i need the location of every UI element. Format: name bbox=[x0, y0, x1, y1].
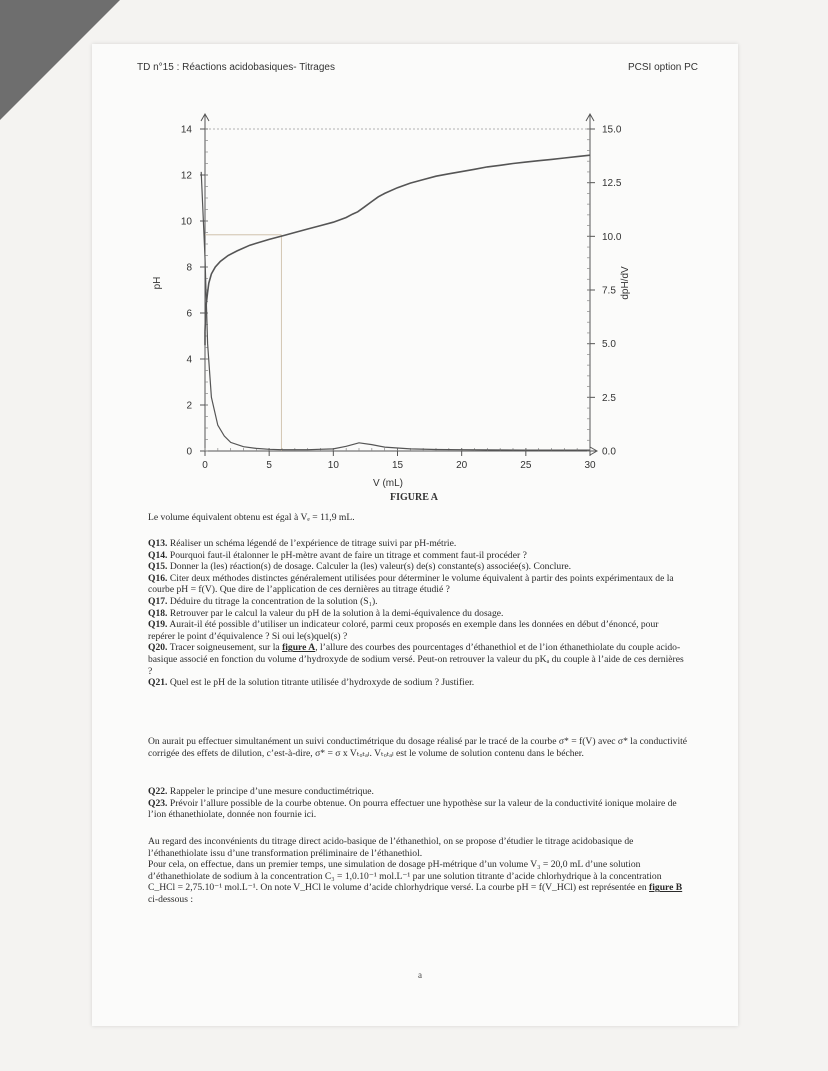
y2-tick-label: 5.0 bbox=[602, 339, 616, 351]
y2-axis-label: dpH/dV bbox=[620, 266, 631, 300]
question-q23: Q23. Prévoir l’allure possible de la courbe obtenue. On pourra effectuer une hypothèse sur la valeur de la conductivité ionique molaire de l’ion éthanethiolate, donnée non fournie ici. bbox=[148, 797, 677, 821]
y2-tick-label: 0.0 bbox=[602, 446, 616, 458]
y2-tick-label: 2.5 bbox=[602, 392, 616, 404]
y2-tick-label: 12.5 bbox=[602, 178, 622, 190]
paragraph-final-1: Au regard des inconvénients du titrage direct acido-basique de l’éthanethiol, on se propose d’étudier le titrage acidobasique de l’éthanethiolate issu d’une transformation préliminaire de l’éthanethiol. bbox=[148, 836, 634, 859]
intro-line: Le volume équivalent obtenu est égal à Vₑ = 11,9 mL. bbox=[148, 512, 355, 523]
paragraph-final bbox=[148, 836, 688, 906]
questions-block-2 bbox=[148, 786, 688, 821]
y2-tick-label: 10.0 bbox=[602, 231, 622, 243]
question-q20: Q20. Tracer soigneusement, sur la figure A, l’allure des courbes des pourcentages d’éthanethiol et de l’ion éthanethiolate du couple acido-basique associé en fonction du volume d’hydroxyde de sodium versé. Peut-on retrouver la valeur du pKₐ du couple à l’aide de ces dernières ? bbox=[148, 642, 684, 677]
question-q17: Q17. Déduire du titrage la concentration de la solution (S₁). bbox=[148, 595, 378, 607]
chart-series bbox=[201, 155, 590, 451]
y-axis-label: pH bbox=[152, 276, 163, 290]
y-tick-label: 14 bbox=[180, 124, 192, 136]
y-tick-label: 8 bbox=[186, 262, 192, 274]
y-tick-label: 6 bbox=[186, 308, 192, 320]
y2-tick-label: 7.5 bbox=[602, 285, 616, 297]
question-q16: Q16. Citer deux méthodes distinctes généralement utilisées pour déterminer le volume équivalent à partir des points expérimentaux de la courbe pH = f(V). Que dire de l’application de ces dernières au titrage étudié ? bbox=[148, 572, 674, 596]
paragraph-conductimetry: On aurait pu effectuer simultanément un suivi conductimétrique du dosage réalisé par le tracé de la courbe σ* = f(V) avec σ* la conductivité corrigée des effets de dilution, c’est-à-dire, σ* = σ x Vₜₒₜₐₗ. Vₜₒₜₐₗ est le volume de solution contenu dans le bécher. bbox=[148, 736, 688, 759]
x-tick-label: 20 bbox=[456, 460, 468, 471]
figure-a-link[interactable]: figure A bbox=[282, 642, 316, 654]
y-tick-label: 12 bbox=[180, 170, 192, 182]
question-q13: Q13. Réaliser un schéma légendé de l’expérience de titrage suivi par pH-métrie. bbox=[148, 538, 457, 549]
question-q22: Q22. Rappeler le principe d’une mesure conductimétrique. bbox=[148, 786, 374, 797]
y-tick-label: 4 bbox=[186, 354, 192, 366]
question-q21: Q21. Quel est le pH de la solution titrante utilisée d’hydroxyde de sodium ? Justifier. bbox=[148, 677, 475, 689]
figure-b-link[interactable]: figure B bbox=[649, 882, 683, 894]
chart-ticks bbox=[181, 125, 622, 472]
question-q18: Q18. Retrouver par le calcul la valeur du pH de la solution à la demi-équivalence du dosage. bbox=[148, 607, 504, 619]
header-left: TD n°15 : Réactions acidobasiques- Titrages bbox=[137, 62, 335, 73]
titration-chart bbox=[0, 0, 828, 500]
x-tick-label: 15 bbox=[391, 460, 404, 471]
y-tick-label: 10 bbox=[180, 216, 192, 228]
x-tick-label: 30 bbox=[584, 460, 596, 471]
header-right: PCSI option PC bbox=[627, 62, 698, 73]
y-tick-label: 2 bbox=[186, 400, 192, 412]
x-tick-label: 25 bbox=[520, 460, 532, 471]
question-q15: Q15. Donner la (les) réaction(s) de dosage. Calculer la (les) valeur(s) de(s) constante(s) associée(s). Conclure. bbox=[148, 561, 572, 573]
x-axis-label: V (mL) bbox=[373, 478, 403, 489]
x-tick-label: 5 bbox=[266, 460, 272, 471]
questions-block bbox=[148, 538, 688, 689]
question-q19: Q19. Aurait-il été possible d’utiliser un indicateur coloré, parmi ceux proposés en exemple dans les données en début d’énoncé, pour repérer le point d’équivalence ? Si oui le(s)quel(s) ? bbox=[148, 619, 659, 642]
y-tick-label: 0 bbox=[186, 446, 192, 458]
y2-tick-label: 15.0 bbox=[602, 124, 622, 136]
page-mark: a bbox=[418, 970, 422, 980]
derivative-curve bbox=[201, 172, 590, 450]
figure-caption: FIGURE A bbox=[389, 492, 439, 503]
question-q14: Q14. Pourquoi faut-il étalonner le pH-mètre avant de faire un titrage et comment faut-il procéder ? bbox=[148, 549, 527, 561]
paragraph-final-2: Pour cela, on effectue, dans un premier temps, une simulation de dosage pH-métrique d’un volume V₃ = 20,0 mL d’une solution d’éthanethiolate de sodium à la concentration C₃ = 1,0.10⁻¹ mol.L⁻¹ par une solution titrante d’acide chlorhydrique à la concentration C_HCl = 2,75.10⁻¹ mol.L⁻¹. On note V_HCl le volume d’acide chlorhydrique versé. La courbe pH = f(V_HCl) est représentée en figure B ci-dessous : bbox=[148, 859, 683, 905]
chart-axes bbox=[201, 114, 597, 455]
ph-curve bbox=[205, 155, 590, 331]
x-tick-label: 0 bbox=[202, 460, 208, 471]
x-tick-label: 10 bbox=[327, 460, 339, 471]
